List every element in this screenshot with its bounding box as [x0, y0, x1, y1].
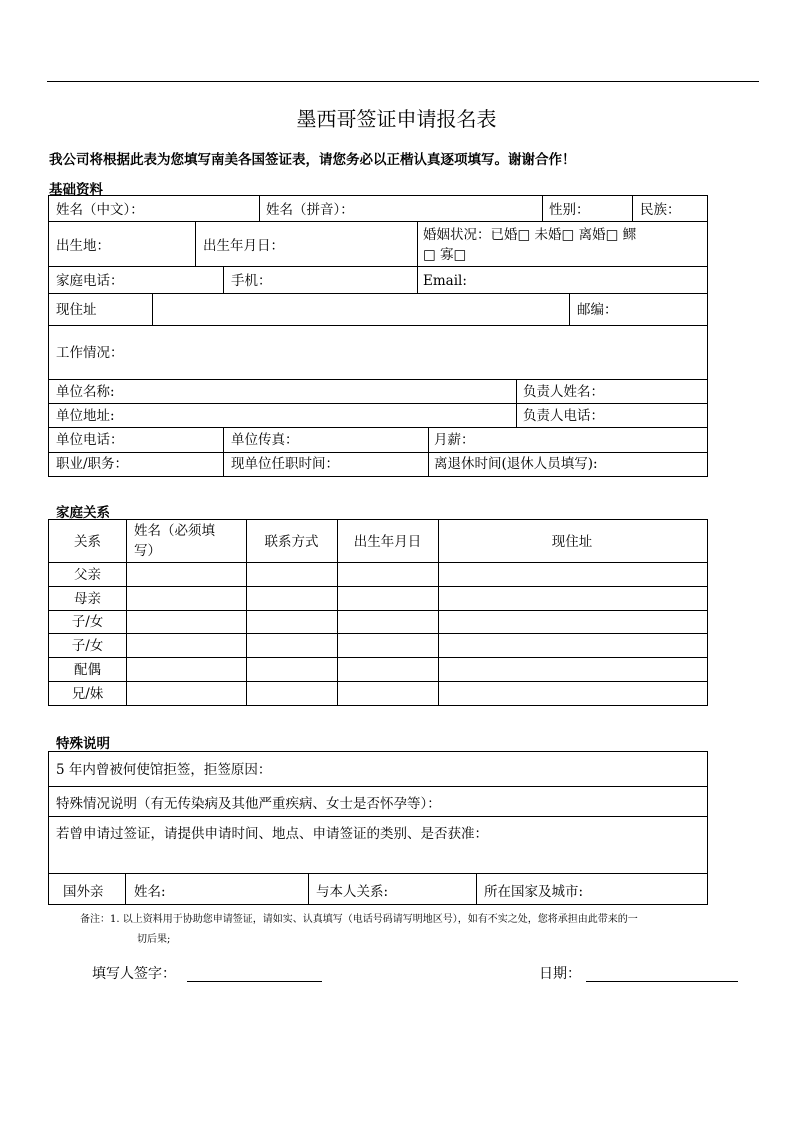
address-label: 现住址 — [56, 302, 97, 318]
company-fax-label: 单位传真： — [231, 432, 299, 448]
email-label: Email: — [423, 273, 467, 289]
birthdate-label: 出生年月日： — [203, 238, 284, 254]
family-relation-child-2: 子/女 — [71, 638, 104, 654]
family-header-birthdate: 出生年月日 — [353, 534, 422, 550]
family-header-name: 姓名（必须填 — [134, 523, 215, 539]
refused-visa-label: 5 年内曾被何使馆拒签，拒签原因： — [56, 762, 272, 778]
form-title: 墨西哥签证申请报名表 — [296, 107, 497, 131]
mobile-label: 手机： — [231, 273, 272, 289]
home-phone-label: 家庭电话： — [56, 273, 124, 289]
work-label: 工作情况： — [56, 345, 124, 361]
family-header-address: 现住址 — [551, 534, 593, 550]
manager-phone-label: 负责人电话： — [523, 408, 604, 424]
family-relation-child-1: 子/女 — [71, 614, 104, 630]
previous-visa-label: 若曾申请过签证，请提供申请时间、地点、申请签证的类别、是否获准： — [56, 826, 488, 842]
name-pinyin-label: 姓名（拼音）： — [266, 202, 354, 218]
family-relation-father: 父亲 — [74, 567, 101, 583]
special-heading: 特殊说明 — [56, 736, 110, 752]
family-relation-sibling: 兄/妹 — [71, 686, 104, 702]
manager-name-label: 负责人姓名： — [523, 384, 604, 400]
family-relation-spouse: 配偶 — [74, 662, 101, 678]
tenure-label: 现单位任职时间： — [231, 456, 339, 472]
postcode-label: 邮编： — [577, 302, 618, 318]
note-line-1: 备注：1. 以上资料用于协助您申请签证，请如实、认真填写（电话号码请写明地区号），如有不实之处，您将承担由此带来的一 — [80, 914, 638, 925]
date-label: 日期： — [539, 966, 581, 982]
relative-name-label: 姓名: — [134, 884, 166, 900]
intro-text: 我公司将根据此表为您填写南美各国签证表，请您务必以正楷认真逐项填写。谢谢合作！ — [49, 152, 576, 168]
birthplace-label: 出生地： — [56, 238, 110, 254]
signature-line[interactable] — [187, 981, 322, 982]
name-cn-label: 姓名（中文）： — [56, 202, 144, 218]
date-line[interactable] — [586, 981, 738, 982]
family-relation-mother: 母亲 — [74, 591, 101, 607]
relationship-label: 与本人关系: — [316, 884, 389, 900]
health-label: 特殊情况说明（有无传染病及其他严重疾病、女士是否怀孕等）： — [56, 796, 441, 812]
country-city-label: 所在国家及城市: — [484, 884, 584, 900]
gender-label: 性别： — [549, 202, 590, 218]
retire-label: 离退休时间(退休人员填写): — [434, 456, 598, 472]
family-header-relation: 关系 — [74, 534, 101, 550]
signature-label: 填写人签字： — [92, 966, 176, 982]
company-address-label: 单位地址: — [56, 408, 115, 424]
ethnicity-label: 民族： — [640, 202, 681, 218]
marital-status-label-cont: □ 寡□ — [423, 247, 467, 263]
salary-label: 月薪： — [434, 432, 475, 448]
position-label: 职业/职务： — [56, 456, 129, 472]
company-phone-label: 单位电话： — [56, 432, 124, 448]
relative-abroad-label: 国外亲 — [63, 884, 104, 900]
company-name-label: 单位名称: — [56, 384, 115, 400]
family-header-contact: 联系方式 — [264, 534, 319, 550]
basic-heading: 基础资料 — [49, 182, 103, 198]
family-heading: 家庭关系 — [56, 505, 110, 521]
top-rule — [47, 81, 759, 82]
note-line-2: 切后果; — [137, 934, 171, 945]
family-header-name-cont: 写） — [134, 543, 161, 559]
marital-status-label: 婚姻状况：已婚□ 未婚□ 离婚□ 鳏 — [423, 227, 637, 243]
